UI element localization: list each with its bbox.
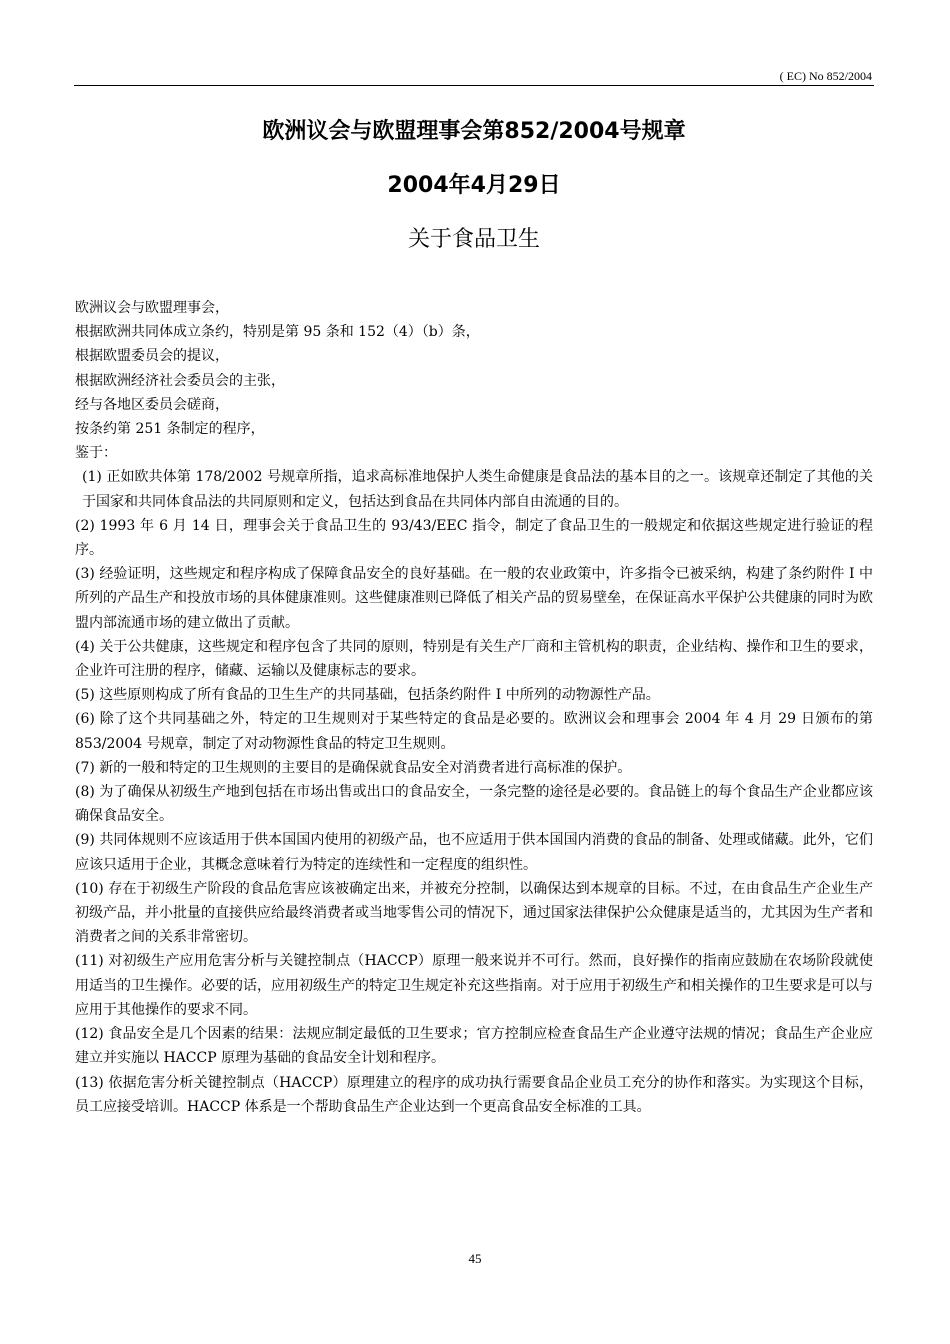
recital-7: (7) 新的一般和特定的卫生规则的主要目的是确保就食品安全对消费者进行高标准的保护。 [75, 759, 632, 776]
intro-line: 按条约第 251 条制定的程序， [75, 421, 265, 438]
intro-line: 鉴于： [75, 445, 117, 462]
recital-5: (5) 这些原则构成了所有食品的卫生生产的共同基础，包括条约附件 I 中所列的动物源性产品。 [75, 687, 660, 704]
recital-6: (6) 除了这个共同基础之外，特定的卫生规则对于某些特定的食品是必要的。欧洲议会和理事会 2004 年 4 月 29 日颁布的第 853/2004 号规章，制定了对动物源性食品的特定卫生规则。 [75, 711, 873, 752]
recital-10: (10) 存在于初级生产阶段的食品危害应该被确定出来，并被充分控制，以确保达到本规章的目标。不过，在由食品生产企业生产初级产品，并小批量的直接供应给最终消费者或当地零售公司的情况下，通过国家法律保护公众健康是适当的，尤其因为生产者和消费者之间的关系非常密切。 [75, 880, 873, 946]
recital-9: (9) 共同体规则不应该适用于供本国国内使用的初级产品，也不应适用于供本国国内消费的食品的制备、处理或储藏。此外，它们应该只适用于企业，其概念意味着行为特定的连续性和一定程度的组织性。 [75, 832, 873, 873]
intro-line: 欧洲议会与欧盟理事会， [75, 300, 229, 316]
recital-13: (13) 依据危害分析关键控制点（HACCP）原理建立的程序的成功执行需要食品企业员工充分的协作和落实。为实现这个目标，员工应接受培训。HACCP 体系是一个帮助食品生产企业达到一个更高食品安全标准的工具。 [75, 1074, 873, 1115]
intro-line: 经与各地区委员会磋商， [75, 396, 229, 413]
intro-line: 根据欧盟委员会的提议， [75, 348, 229, 365]
recital-2: (2) 1993 年 6 月 14 日，理事会关于食品卫生的 93/43/EEC 指令，制定了食品卫生的一般规定和依据这些规定进行验证的程序。 [75, 517, 873, 559]
title-subject: 关于食品卫生 [407, 227, 540, 252]
recital-1: (1) 正如欧共体第 178/2002 号规章所指，追求高标准地保护人类生命健康是食品法的基本目的之一。该规章还制定了其他的关于国家和共同体食品法的共同原则和定义，包括达到食品在共同体内部自由流通的目的。 [82, 469, 873, 510]
recital-3: (3) 经验证明，这些规定和程序构成了保障食品安全的良好基础。在一般的农业政策中，许多指令已被采纳，构建了条约附件 I 中所列的产品生产和投放市场的具体健康准则。这些健康准则已降低了相关产品的贸易壁垒，在保证高水平保护公共健康的同时为欧盟内部流通市场的建立做出了贡献。 [75, 566, 873, 631]
title-regulation: 欧洲议会与欧盟理事会第852/2004号规章 [262, 119, 686, 144]
header-rule [74, 85, 874, 86]
recital-4: (4) 关于公共健康，这些规定和程序包含了共同的原则，特别是有关生产厂商和主管机构的职责，企业结构、操作和卫生的要求，企业许可注册的程序，储藏、运输以及健康标志的要求。 [75, 638, 873, 680]
recital-11: (11) 对初级生产应用危害分析与关键控制点（HACCP）原理一般来说并不可行。然而，良好操作的指南应鼓励在农场阶段就使用适当的卫生操作。必要的话，应用初级生产的特定卫生规定补充这些指南。对于应用于初级生产和相关操作的卫生要求是可以与应用于其他操作的要求不同。 [75, 953, 873, 1018]
intro-line: 根据欧洲经济社会委员会的主张， [75, 372, 285, 389]
page-number: 45 [468, 1251, 482, 1266]
recital-8: (8) 为了确保从初级生产地到包括在市场出售或出口的食品安全，一条完整的途径是必要的。食品链上的每个食品生产企业都应该确保食品安全。 [75, 784, 873, 825]
title-date: 2004年4月29日 [387, 173, 561, 198]
title-block [74, 118, 874, 254]
document-body [75, 296, 873, 1119]
running-header-doc-ref: ( EC) No 852/2004 [779, 69, 872, 83]
intro-line: 根据欧洲共同体成立条约，特别是第 95 条和 152（4）（b）条， [75, 324, 480, 341]
recital-12: (12) 食品安全是几个因素的结果：法规应制定最低的卫生要求；官方控制应检查食品生产企业遵守法规的情况；食品生产企业应建立并实施以 HACCP 原理为基础的食品安全计划和程序。 [75, 1026, 873, 1067]
